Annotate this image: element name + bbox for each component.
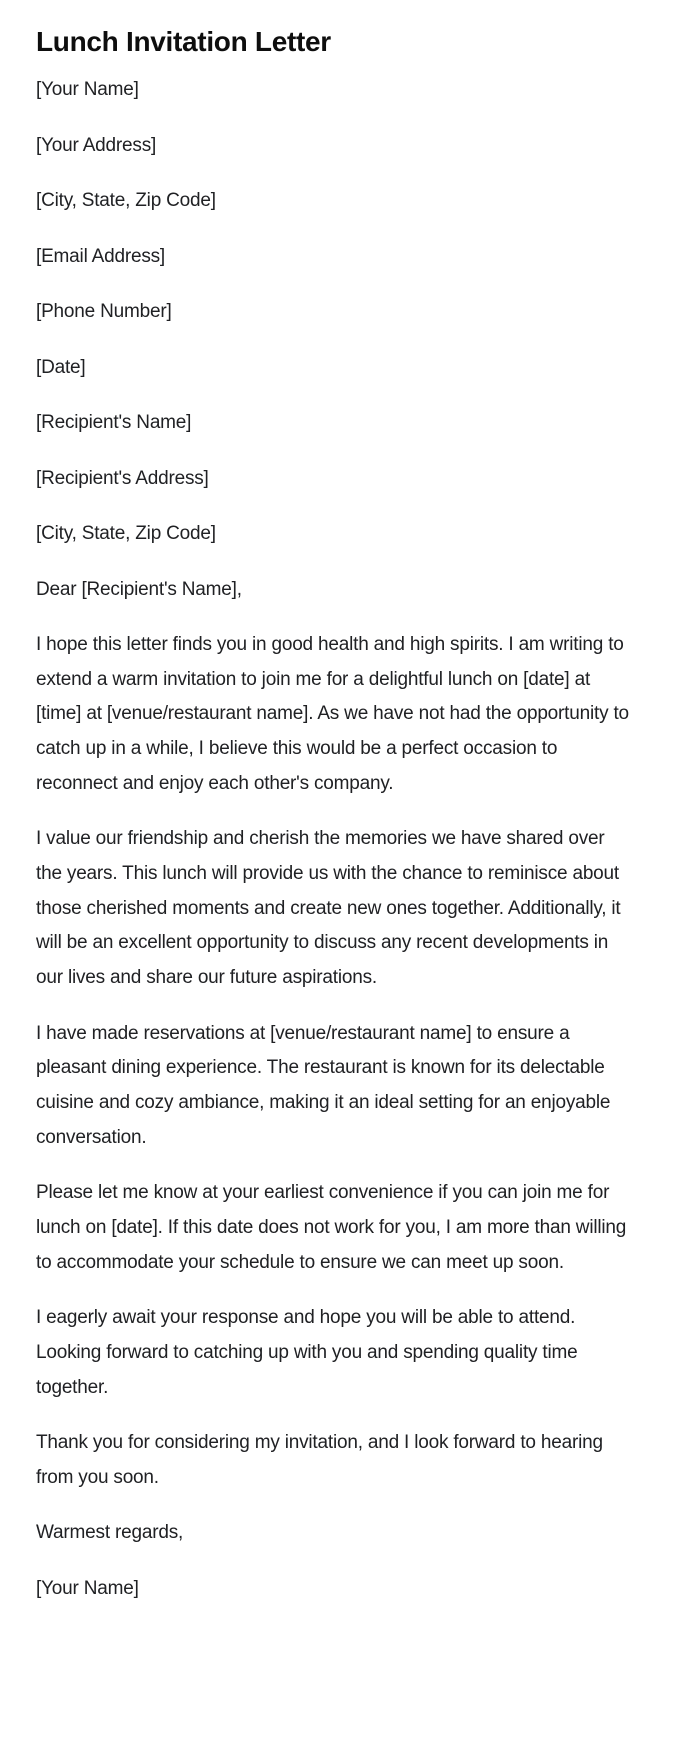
paragraph-availability: Please let me know at your earliest convenience if you can join me for lunch on [date]. If this date does not work for you, I am more than willing to accommodate your schedule to ensure we can meet up soon. xyxy=(36,1182,627,1273)
closing: Warmest regards, xyxy=(36,1522,184,1544)
sender-address-line: [Your Address] xyxy=(36,134,157,156)
recipient-address-line: [Recipient's Address] xyxy=(36,467,209,489)
salutation: Dear [Recipient's Name], xyxy=(36,578,242,600)
page-title: Lunch Invitation Letter xyxy=(36,26,331,57)
recipient-city-state-zip-line: [City, State, Zip Code] xyxy=(36,523,216,544)
recipient-name-line: [Recipient's Name] xyxy=(36,412,192,433)
paragraph-friendship: I value our friendship and cherish the memories we have shared over the years. This lunch will provide us with the chance to reminisce about those cherished moments and create new ones together. Additionally, it will be an excellent opportunity to discuss any recent developments in our lives and share our future aspirations. xyxy=(36,828,621,989)
paragraph-invitation: I hope this letter finds you in good health and high spirits. I am writing to extend a warm invitation to join me for a delightful lunch on [date] at [time] at [venue/restaurant name]. As we have not had the opportunity to catch up in a while, I believe this would be a perfect occasion to reconnect and enjoy each other's company. xyxy=(36,634,629,794)
sender-name-line: [Your Name] xyxy=(36,79,139,100)
date-line: [Date] xyxy=(36,356,86,378)
paragraph-reservations: I have made reservations at [venue/restaurant name] to ensure a pleasant dining experience. The restaurant is known for its delectable cuisine and cozy ambiance, making it an ideal setting for an enjoyable conversation. xyxy=(36,1022,611,1148)
paragraph-response: I eagerly await your response and hope you will be able to attend. Looking forward to catching up with you and spending quality time together. xyxy=(36,1307,578,1398)
email-address-line: [Email Address] xyxy=(36,245,165,267)
sender-city-state-zip-line: [City, State, Zip Code] xyxy=(36,190,216,211)
signature: [Your Name] xyxy=(36,1577,139,1599)
phone-number-line: [Phone Number] xyxy=(36,301,172,322)
paragraph-thanks: Thank you for considering my invitation, and I look forward to hearing from you soon. xyxy=(36,1432,603,1488)
